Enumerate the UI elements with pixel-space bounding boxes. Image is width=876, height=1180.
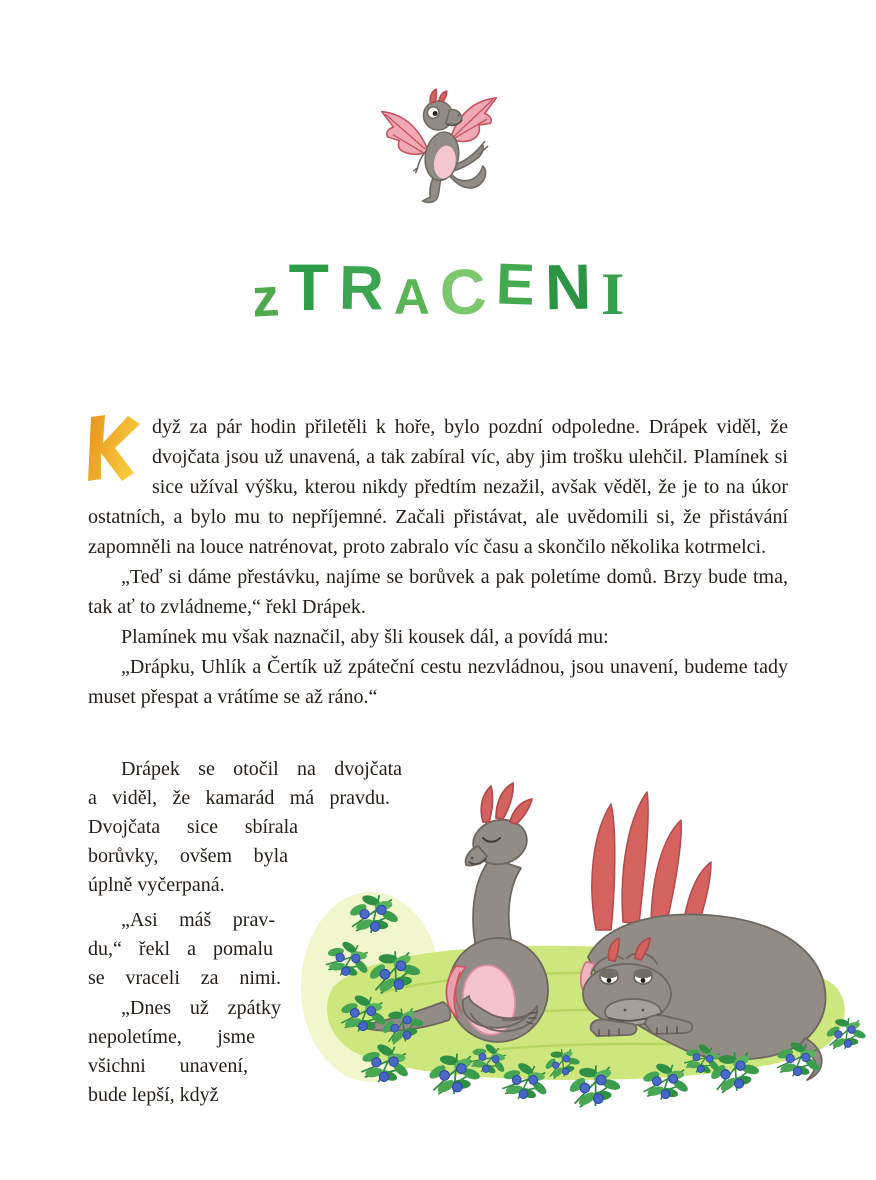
title-letter: A [393,269,430,325]
title-letter: N [544,251,592,324]
paragraph [88,412,788,562]
text-line: „Dnes už zpátky [121,997,281,1019]
text-line: Drápek se otočil na dvojčata [121,758,402,780]
title-letter: T [288,249,329,324]
title-letter: R [338,253,385,324]
title-letter: I [600,261,625,327]
text-line: „Asi máš prav- [121,909,275,931]
paragraph: „Drápku, Uhlík a Čertík už zpáteční cestu nezvládnou, jsou unavení, budeme tady muset přespat a vrátíme se až ráno.“ [88,656,788,708]
text-line: Dvojčata sice sbírala [88,816,298,838]
paragraph-text: dyž za pár hodin přiletěli k hoře, bylo pozdní odpoledne. Drápek viděl, že dvojčata jsou už unavená, a tak zabíral víc, aby jim trošku ulehčil. Plamínek si sice užíval výšku, kterou nikdy předtím nezažil, avšak věděl, že je to na úkor ostatních, a bylo mu to nepříjemné. Začali přistávat, ale uvědomili si, že přistávání zapomněli na louce natrénovat, proto zabralo víc času a skončilo několika kotrmelci. [88,416,788,558]
title-letter: z [250,267,281,330]
text-line: se vraceli za nimi. [88,967,281,989]
title-letter: E [494,251,536,318]
title-letter: C [437,254,489,330]
text-line: všichni unavení, [88,1055,248,1077]
story-text [88,412,788,712]
text-line: du,“ řekl a pomalu [88,938,273,960]
text-line: nepoletíme, jsme [88,1026,255,1048]
text-line: bude lepší, když [88,1084,219,1106]
text-line: borůvky, ovšem byla [88,845,288,867]
chapter-title [0,228,876,330]
paragraph: Plamínek mu však naznačil, aby šli kousek dál, a povídá mu: [121,626,609,648]
paragraph: „Teď si dáme přestávku, najíme se borůvek a pak poletíme domů. Brzy bude tma, tak ať to zvládneme,“ řekl Drápek. [88,566,788,618]
text-line: a viděl, že kamarád má pravdu. [88,787,390,809]
drop-cap-K [88,415,142,481]
flying-dragon-illustration [372,86,508,208]
text-line: úplně vyčerpaná. [88,874,225,896]
sleeping-dragons-illustration [293,762,871,1122]
